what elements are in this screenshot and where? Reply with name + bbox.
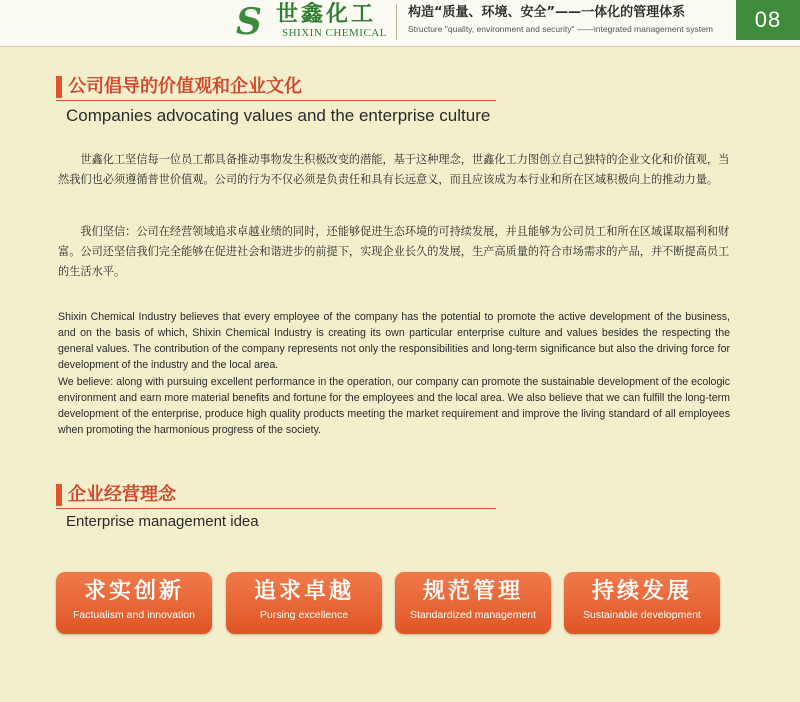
section-rule	[56, 508, 496, 509]
section-title-management-cn: 企业经营理念	[68, 484, 176, 505]
value-card-sustainable	[564, 572, 720, 634]
section-rule	[56, 100, 496, 101]
value-card-title-cn: 求实创新	[83, 579, 184, 604]
value-card-excellence	[226, 572, 382, 634]
value-card-title-en: Factualism and innovation	[73, 609, 195, 621]
section-marker	[56, 76, 62, 98]
value-card-title-cn: 规范管理	[422, 579, 523, 604]
value-card-title-en: Pursing excellence	[259, 609, 349, 621]
section-title-values-en: Companies advocating values and the enterprise culture	[66, 106, 491, 125]
section-title-values-cn: 公司倡导的价值观和企业文化	[68, 76, 302, 97]
section-title-management-en: Enterprise management idea	[66, 513, 259, 530]
header-title-cn: 构造“质量、环境、安全”——一体化的管理体系	[408, 5, 686, 20]
value-card-title-cn: 持续发展	[591, 579, 692, 604]
page-number: 08	[736, 0, 800, 40]
value-card-management	[395, 572, 551, 634]
value-card-title-cn: 追求卓越	[253, 579, 354, 604]
value-card-title-en: Sustainable development	[583, 609, 701, 621]
value-card-title-en: Standardized management	[409, 609, 537, 621]
header-divider	[396, 4, 397, 40]
values-paragraph-en-2: We believe: along with pursuing excellent performance in the operation, our company can promote the sustainable development of the ecologic environment and earn more material benefits and fortune for the employees and the local area. We also believe that we can fulfill the long-term development of the enterprise, produce high quality products meeting the market requirement and improve the living standard of all employees when promoting the harmonious progress of the society.	[58, 376, 730, 436]
value-card-innovation	[56, 572, 212, 634]
company-logo-icon: S	[236, 1, 262, 43]
values-paragraph-en-1: Shixin Chemical Industry believes that every employee of the company has the potential to promote the active development of the business, and on the basis of which, Shixin Chemical Industry is creating its own particular enterprise culture and values besides the respecting the general values. The contribution of the company represents not only the responsibilities and long-term significance but also the driving force for development of the industry and the local area.	[58, 311, 730, 371]
page-header	[0, 0, 800, 47]
values-paragraph-cn-2: 我们坚信：公司在经营领域追求卓越业绩的同时，还能够促进生态环境的可持续发展，并且能够为公司员工和所在区域谋取福利和财富。公司还坚信我们完全能够在促进社会和谐进步的前提下，实现企业长久的发展，生产高质量的符合市场需求的产品，并不断提高员工的生活水平。	[58, 225, 730, 278]
values-paragraph-cn-1: 世鑫化工坚信每一位员工都具备推动事物发生积极改变的潜能，基于这种理念，世鑫化工力图创立自己独特的企业文化和价值观，当然我们也必须遵循普世价值观。公司的行为不仅必须是负责任和具有长远意义，而且应该成为本行业和所在区域积极向上的推动力量。	[58, 153, 730, 186]
company-name-cn: 世鑫化工	[276, 1, 377, 27]
company-name-en: SHIXIN CHEMICAL	[282, 27, 387, 39]
section-marker	[56, 484, 62, 506]
header-title-en: Structure "quality, environment and security" ——integrated management system	[408, 24, 713, 34]
